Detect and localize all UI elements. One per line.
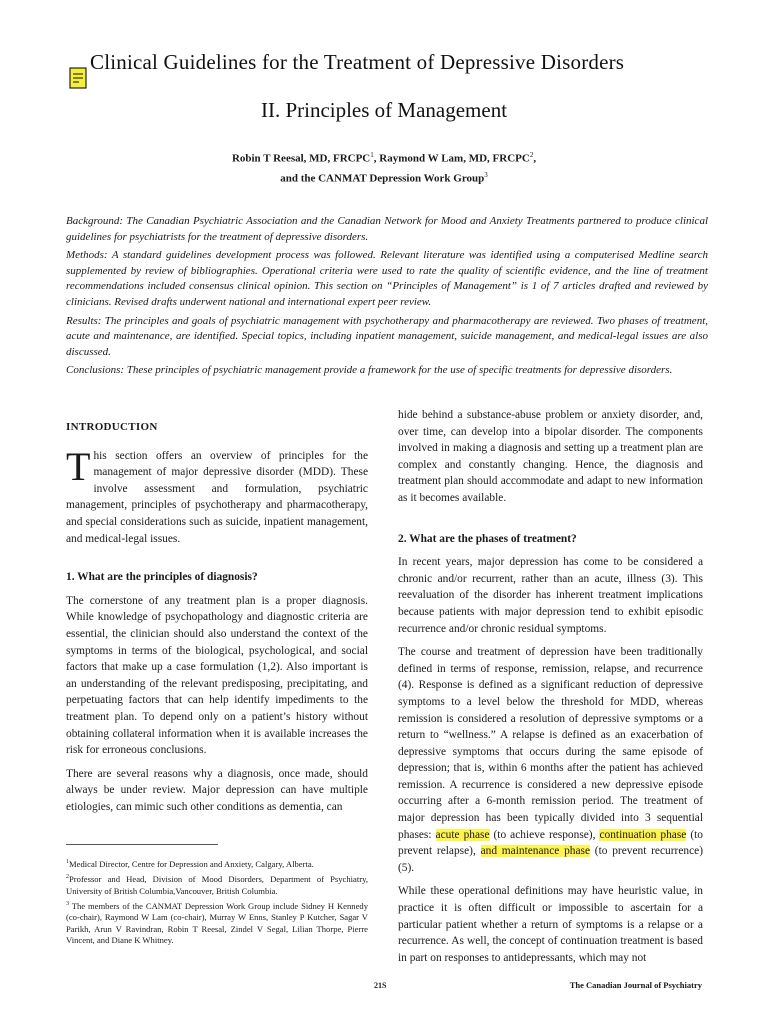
abstract [66,214,708,382]
footnote-2-text: Professor and Head, Division of Mood Disorders, Department of Psychiatry, University of British Columbia,Vancouver, British Columbia. [66,874,368,896]
footnote-2 [66,872,368,897]
phases-text-d: (to prevent recurrence) (5). [398,845,703,874]
left-column [66,419,368,822]
author-2-sup: 2 [529,151,534,159]
section-1-paragraph-2: There are several reasons why a diagnosis, once made, should always be under review. Major depression can have multiple etiologies, can mimic such other conditions as dementia, can [66,767,368,813]
author-group-sup: 3 [484,170,488,179]
journal-name: The Canadian Journal of Psychiatry [569,980,702,990]
author-group: and the CANMAT Depression Work Group [280,172,485,185]
author-2: Raymond W Lam, MD, FRCPC [379,152,530,165]
footnote-1-text: Medical Director, Centre for Depression and Anxiety, Calgary, Alberta. [69,858,314,869]
footnotes [66,857,368,948]
footnote-3 [66,899,368,946]
page-subtitle: II. Principles of Management [260,98,508,122]
intro-paragraph [66,443,368,548]
intro-text: his section offers an overview of principles for the management of major depressive disorder (MDD). These involve assessment and formulation, psychiatric management, principles of psychotherapy and pharmacotherapy, and special considerations such as suicide, inpatient management, and medical-legal issues. [66,449,368,545]
highlight-continuation-phase[interactable]: continuation phase [599,828,687,841]
abstract-results: Results: The principles and goals of psychiatric management with psychotherapy and pharmacotherapy are reviewed. Two phases of treatment, acute and maintenance, are identified. Special topics, including inpatient management, suicide management, and medical-legal issues are also discussed. [66,314,708,358]
footnote-2-mark: 2 [66,874,69,881]
section-2-paragraph-1: In recent years, major depression has come to be considered a chronic and/or recurrent, rather than an acute, illness (3). This reevaluation of the disorder has inherent treatment implications because patients with major depression tend to exhibit episodic recurrence and/or chronic residual symptoms. [398,556,703,635]
section-2-paragraph-3: While these operational definitions may have heuristic value, in practice it is often difficult or impossible to ascertain for a particular patient whether a return of symptoms is a relapse or a recurrence. As well, the concept of continuation treatment is based in part on responses to antidepressants, which may not [398,885,703,964]
highlight-acute-phase[interactable]: acute phase [435,828,490,841]
page-title: Clinical Guidelines for the Treatment of Depressive Disorders [90,50,625,74]
highlight-maintenance-phase[interactable]: and maintenance phase [480,845,591,858]
footnote-divider [66,844,218,845]
abstract-methods: Methods: A standard guidelines development process was followed. Relevant literature was identified using a computerised Medline search supplemented by review of bibliographies. Operational criteria were used to rate the quality of scientific evidence, and the line of treatment recommendations included consensus clinical opinion. This section on “Principles of Management” is 1 of 7 articles drafted and reviewed by clinicians. Revised drafts underwent national and international expert peer review. [66,249,708,308]
abstract-background: Background: The Canadian Psychiatric Association and the Canadian Network for Mood and Anxiety Treatments partnered to produce clinical guidelines for psychiatrists for the treatment of depressive disorders. [66,215,708,243]
intro-heading: INTRODUCTION [66,421,158,433]
section-1-paragraph-1: The cornerstone of any treatment plan is a proper diagnosis. While knowledge of psychopathology and diagnostic criteria are essential, the clinician should also understand the context of the symptoms in terms of the biological, psychological, and social factors that make up a case formulation (1,2). Also important is an understanding of the relevant predisposing, precipitating, and perpetuating factors that can help identify impediments to the treatment plan. To depend only on a patient’s history without obtaining collateral information when it is available increases the risk for erroneous conclusions. [66,594,368,757]
phases-text-b: (to achieve response), [489,828,600,841]
phases-text-a: The course and treatment of depression have been traditionally defined in terms of response, remission, relapse, and recurrence (4). Response is defined as a significant reduction of depressive symptoms to a level below the threshold for MDD, whereas remission is considered a resolution of depressive symptoms or a return to “wellness.” A relapse is defined as an exacerbation of depressive symptoms that occurs during the same episode of depression; that is, within 6 months after the patient has achieved remission. A recurrence is considered a new depressive episode occurring after a 6-month remission period. The treatment of major depression has been typically divided into 3 sequential phases: [398,646,703,841]
drop-cap: T [66,443,91,489]
footnote-3-text: The members of the CANMAT Depression Work Group include Sidney H Kennedy (co-chair), Raymond W Lam (co-chair), Murray W Enns, Stanley P Kutcher, Sagar V Parikh, Arun V Ravindran, Robin T Reesal, Zindel V Segal, Lilian Thorpe, Pierre Vincent, and Diane K Whitney. [66,900,368,946]
footnote-1-mark: 1 [66,859,69,865]
phases-text-c: (to prevent relapse), [398,828,703,858]
continued-paragraph: hide behind a substance-abuse problem or anxiety disorder, and, over time, can develop into a bipolar disorder. The components involved in making a diagnosis and setting up a treatment plan are complex and constantly changing. Hence, the diagnosis and treatment plan should accommodate and adapt to new information as it becomes available. [398,409,703,504]
section-2-paragraph-2 [398,644,703,876]
footnote-1 [66,857,368,870]
footnote-3-mark: 3 [66,900,69,907]
sticky-note-icon[interactable] [69,67,87,89]
page-number: 21S [374,981,387,990]
right-column [398,409,703,973]
section-1-heading: 1. What are the principles of diagnosis? [66,571,258,584]
author-list: Robin T Reesal, MD, FRCPC$^1$, Raymond W Lam, MD, FRCPC$^2$, and the CANMAT Depression Work Group$^3$ [231,151,537,185]
author-1: Robin T Reesal, MD, FRCPC [231,152,371,165]
abstract-conclusions: Conclusions: These principles of psychiatric management provide a framework for the use of specific treatments for depressive disorders. [66,364,673,377]
section-2-heading: 2. What are the phases of treatment? [398,532,577,545]
author-1-sup: 1 [370,151,374,159]
